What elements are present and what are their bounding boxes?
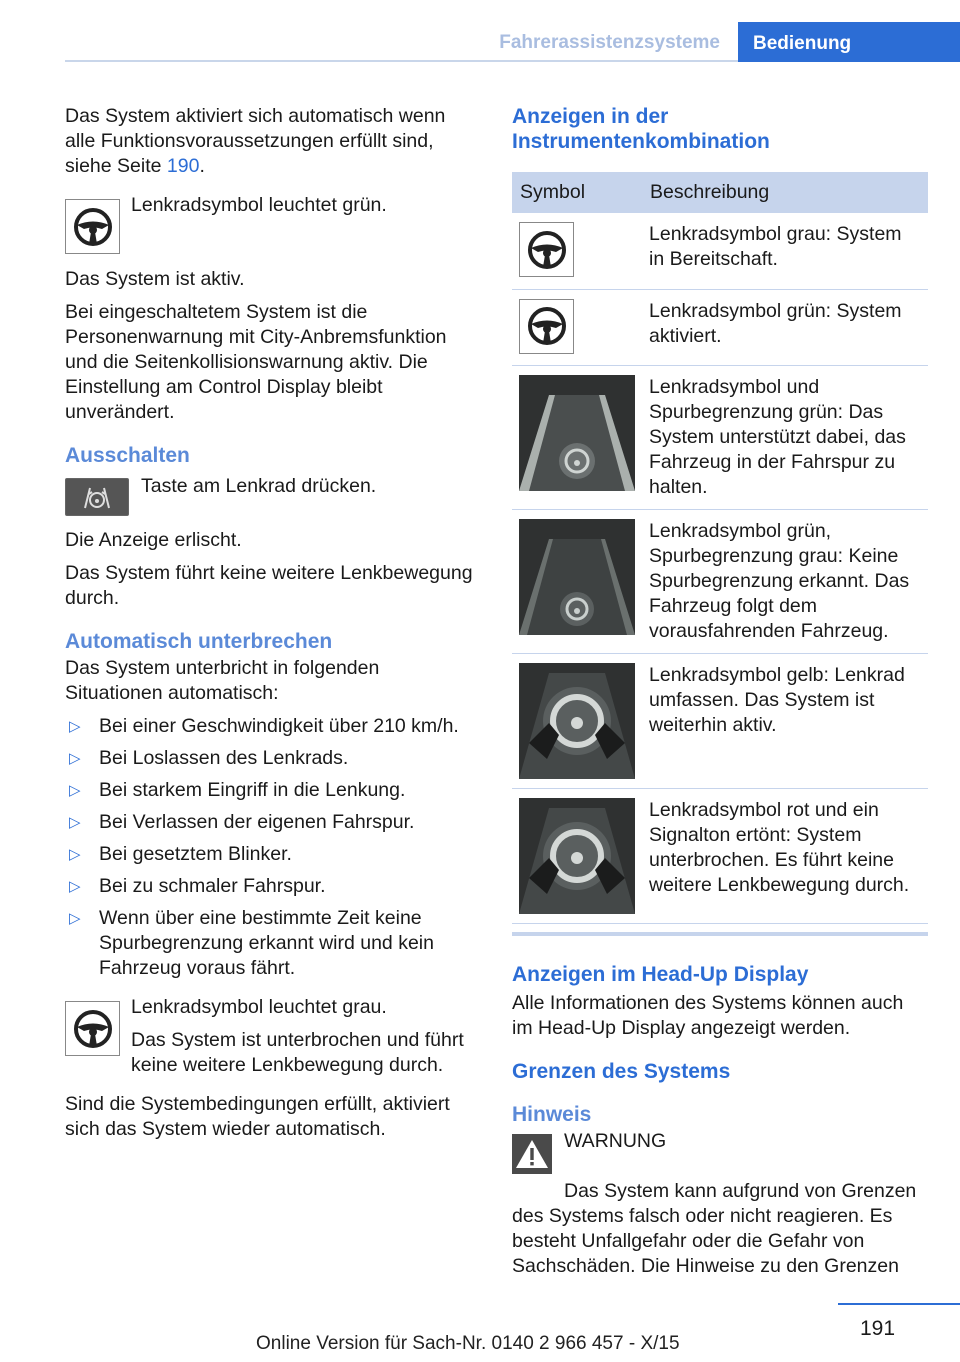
- page-link[interactable]: 190: [166, 155, 200, 177]
- bullet-triangle-icon: ▷: [69, 718, 81, 735]
- list-item: ▷ Bei Verlassen der eigenen Fahrspur.: [69, 811, 415, 833]
- bullet-triangle-icon: ▷: [69, 750, 81, 767]
- right-column: [512, 104, 928, 1287]
- row-description: Lenkradsymbol rot und ein Signalton ertönt: System unterbrochen. Es führt keine weitere Lenkbewegung durch.: [642, 788, 928, 923]
- active-text: Das System ist aktiv.: [65, 268, 245, 290]
- row-description: Lenkradsymbol gelb: Lenkrad umfassen. Das System ist weiterhin aktiv.: [642, 653, 928, 788]
- steering-wheel-green-icon: [519, 299, 574, 354]
- steering-wheel-grey-icon: [519, 222, 574, 277]
- header-section-title: Fahrerassistenzsysteme: [499, 32, 720, 53]
- row-description: Lenkradsymbol grün: System aktiviert.: [642, 289, 928, 365]
- heading-ausschalten: Ausschalten: [65, 444, 190, 467]
- icon-row-button: [65, 474, 477, 518]
- steering-wheel-hands-yellow-icon: [519, 663, 635, 779]
- list-item: ▷ Bei einer Geschwindigkeit über 210 km/h.: [69, 715, 459, 737]
- table-row: [512, 289, 928, 365]
- icon-grey-text-2: Das System ist unterbrochen und führt keine weitere Lenkbewegung durch.: [131, 1029, 464, 1076]
- footer-version: Online Version für Sach-Nr. 0140 2 966 457 - X/15: [256, 1333, 680, 1354]
- list-item: ▷ Bei gesetztem Blinker.: [69, 843, 292, 865]
- off-text-2: Das System führt keine weitere Lenkbewegung durch.: [65, 562, 473, 609]
- heading-head-up-display: Anzeigen im Head-Up Display: [512, 962, 809, 986]
- list-item: ▷ Bei starkem Eingriff in die Lenkung.: [69, 779, 406, 801]
- table-row: [512, 365, 928, 509]
- bullet-triangle-icon: ▷: [69, 910, 81, 927]
- button-instruction: Taste am Lenkrad drücken.: [141, 475, 377, 497]
- warning-triangle-icon: [512, 1134, 552, 1174]
- warning-text: Das System kann aufgrund von Grenzen des Systems falsch oder nicht reagieren. Es besteht Unfallgefahr oder die Gefahr von Sachschäden. Die Hinweise zu den Grenzen: [512, 1179, 917, 1277]
- symbol-table: [512, 172, 928, 924]
- heading-unterbrechen: Automatisch unterbrechen: [65, 630, 333, 653]
- page-number: 191: [860, 1317, 896, 1340]
- bullet-triangle-icon: ▷: [69, 878, 81, 895]
- icon-green-text: Lenkradsymbol leuchtet grün.: [131, 194, 387, 216]
- steering-wheel-hands-red-icon: [519, 798, 635, 914]
- row-description: Lenkradsymbol grau: System in Bereitschaft.: [642, 213, 928, 289]
- table-row: [512, 653, 928, 788]
- warning-block: [512, 1129, 928, 1179]
- heading-instrument-display: Anzeigen in der Instrumentenkombination: [512, 105, 770, 153]
- steering-wheel-icon: [65, 199, 120, 254]
- warning-title: WARNUNG: [564, 1129, 667, 1152]
- hud-text: Alle Informationen des Systems können auch im Head-Up Display angezeigt werden.: [512, 991, 904, 1039]
- footer-rule: [838, 1303, 960, 1305]
- table-row: [512, 509, 928, 653]
- interrupt-intro: Das System unterbricht in folgenden Situationen automatisch:: [65, 657, 380, 704]
- icon-grey-text-1: Lenkradsymbol leuchtet grau.: [131, 996, 387, 1018]
- table-header-description: Beschreibung: [642, 172, 928, 213]
- lane-display-grey-icon: [519, 519, 635, 635]
- left-column: [65, 104, 477, 1150]
- list-item: ▷ Wenn über eine bestimmte Zeit keine Spurbegrenzung erkannt wird und kein Fahrzeug voraus fährt.: [69, 907, 434, 979]
- off-text-1: Die Anzeige erlischt.: [65, 529, 242, 551]
- interrupt-list: [65, 714, 477, 981]
- list-item: ▷ Bei Loslassen des Lenkrads.: [69, 747, 349, 769]
- heading-note: Hinweis: [512, 1102, 592, 1126]
- bullet-triangle-icon: ▷: [69, 846, 81, 863]
- bullet-triangle-icon: ▷: [69, 814, 81, 831]
- header-chapter-tab: Bedienung: [738, 22, 960, 62]
- icon-row-green: [65, 193, 477, 253]
- row-description: Lenkradsymbol und Spurbegrenzung grün: Das System unterstützt dabei, das Fahrzeug in der Fahrspur zu halten.: [642, 365, 928, 509]
- resume-text: Sind die Systembedingungen erfüllt, aktiviert sich das System wieder automatisch.: [65, 1093, 450, 1140]
- heading-system-limits: Grenzen des Systems: [512, 1059, 731, 1083]
- lane-display-green-icon: [519, 375, 635, 491]
- steering-wheel-icon: [65, 1001, 120, 1056]
- table-row: [512, 213, 928, 289]
- intro-paragraph: Das System aktiviert sich automatisch wenn alle Funktionsvoraussetzungen erfüllt sind, siehe Seite 190.: [65, 105, 446, 177]
- bullet-triangle-icon: ▷: [69, 782, 81, 799]
- table-header-symbol: Symbol: [512, 172, 642, 213]
- table-bottom-rule: [512, 932, 928, 936]
- table-row: [512, 788, 928, 923]
- active-description: Bei eingeschaltetem System ist die Personenwarnung mit City-Anbremsfunktion und die Seitenkollisionswarnung aktiv. Die Einstellung am Control Display bleibt unverändert.: [65, 301, 447, 423]
- row-description: Lenkradsymbol grün, Spurbegrenzung grau: Keine Spurbegrenzung erkannt. Das Fahrzeug folgt dem vorausfahrenden Fahrzeug.: [642, 509, 928, 653]
- table-header-row: [512, 172, 928, 213]
- lane-assist-button-icon: [65, 478, 129, 516]
- list-item: ▷ Bei zu schmaler Fahrspur.: [69, 875, 326, 897]
- icon-row-grey: [65, 995, 477, 1078]
